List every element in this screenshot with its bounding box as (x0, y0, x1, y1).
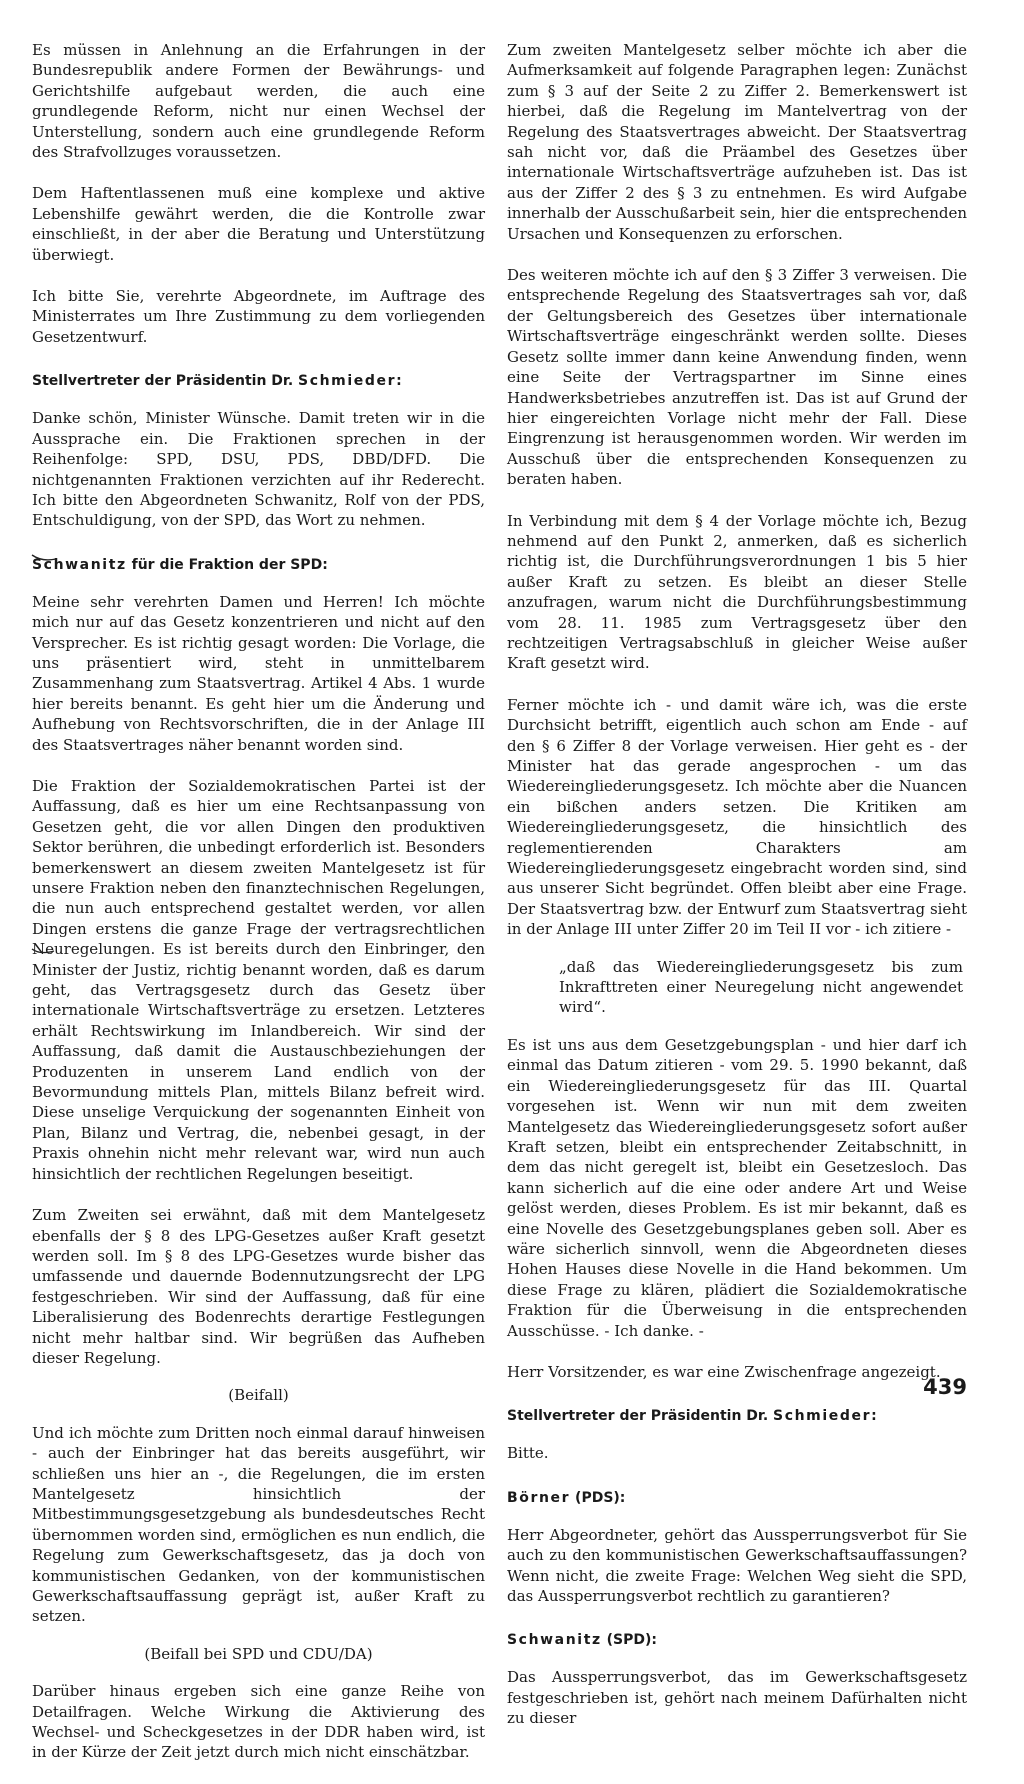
speaker-affiliation: (PDS): (575, 1489, 626, 1506)
paragraph: Es müssen in Anlehnung an die Erfahrungen in der Bundesrepublik andere Formen der Bewährungs- und Gerichtshilfe aufgebaut werden, die auch eine grundlegende Reform, nicht nur einen Wechsel der Unterstellung, sondern auch eine grundlegende Reform des Strafvollzuges voraussetzen. (32, 41, 485, 162)
scan-mark-icon (30, 553, 58, 563)
speaker-name: Schmieder: (773, 1408, 879, 1425)
right-column (507, 40, 967, 1750)
speaker-heading (32, 557, 485, 573)
left-column (32, 40, 485, 1784)
paragraph: Es ist uns aus dem Gesetzgebungsplan - und hier darf ich einmal das Datum zitieren - vom 29. 5. 1990 bekannt, daß ein Wiedereingliederungsgesetz für das III. Quartal vorgesehen ist. Wenn wir nun mit dem zweiten Mantelgesetz das Wiedereingliederungsgesetz sofort außer Kraft setzen, bleibt ein entsprechender Zeitabschnitt, in dem das nicht geregelt ist, bleibt ein Gesetzesloch. Das kann sicherlich auf die eine oder andere Art und Weise gelöst werden, dieses Problem. Es ist mir bekannt, daß es eine Novelle des Gesetzgebungsplanes geben soll. Aber es wäre sicherlich sinnvoll, wenn die Abgeordneten dieses Hohen Hauses diese Novelle in die Hand bekommen. Um diese Frage zu klären, plädiert die Sozialdemokratische Fraktion für die Überweisung in die entsprechenden Ausschüsse. - Ich danke. - (507, 1035, 967, 1340)
scan-mark-icon (30, 946, 58, 956)
paragraph: Ferner möchte ich - und damit wäre ich, was die erste Durchsicht betrifft, eigentlich auch schon am Ende - auf den § 6 Ziffer 8 der Vorlage verweisen. Hier geht es - der Minister hat das gerade angesprochen - um das Wiedereingliederungsgesetz. Ich möchte aber die Nuancen ein bißchen anders setzen. Die Kritiken am Wiedereingliederungsgesetz, die hinsichtlich des reglementierenden Charakters am Wiedereingliederungsgesetz eingebracht worden sind, sind aus unserer Sicht begründet. Offen bleibt aber eine Frage. Der Staatsvertrag bzw. der Entwurf zum Staatsvertrag sieht in der Anlage III unter Ziffer 20 im Teil II vor - ich zitiere - (507, 695, 967, 939)
paragraph: Zum zweiten Mantelgesetz selber möchte ich aber die Aufmerksamkeit auf folgende Paragraphen legen: Zunächst zum § 3 auf der Seite 2 zu Ziffer 2. Bemerkenswert ist hierbei, daß die Regelung im Mantelvertrag von der Regelung des Staatsvertrages abweicht. Der Staatsvertrag sah nicht vor, daß die Präambel des Gesetzes über internationale Wirtschaftsverträge aufzuheben ist. Das ist aus der Ziffer 2 des § 3 zu entnehmen. Es wird Aufgabe innerhalb der Ausschußarbeit sein, hier die entsprechenden Ursachen und Konsequenzen zu erforschen. (507, 41, 967, 243)
speaker-affiliation: (SPD): (606, 1632, 657, 1649)
speaker-name: Börner (507, 1489, 571, 1506)
paragraph: Bitte. (507, 1444, 549, 1463)
paragraph: In Verbindung mit dem § 4 der Vorlage möchte ich, Bezug nehmend auf den Punkt 2, anmerken, daß es sicherlich richtig ist, die Durchführungsverordnungen 1 bis 5 hier außer Kraft zu setzen. Es bleibt an dieser Stelle anzufragen, warum nicht die Durchführungsbestimmung vom 28. 11. 1985 zum Vertragsgesetz über den rechtzeitigen Vertragsabschluß in gleicher Weise außer Kraft gesetzt wird. (507, 511, 967, 673)
paragraph: Meine sehr verehrten Damen und Herren! Ich möchte mich nur auf das Gesetz konzentrieren und nicht auf den Versprecher. Es ist richtig gesagt worden: Die Vorlage, die uns präsentiert wird, steht in unmittelbarem Zusammenhang zum Staatsvertrag. Artikel 4 Abs. 1 wurde hier bereits benannt. Es geht hier um die Änderung und Aufhebung von Rechtsvorschriften, die in der Anlage III des Staatsvertrages näher benannt worden sind. (32, 592, 485, 754)
speaker-heading (32, 373, 485, 389)
paragraph: Das Aussperrungsverbot, das im Gewerkschaftsgesetz festgeschrieben ist, gehört nach meinem Dafürhalten nicht zu dieser (507, 1668, 967, 1728)
paragraph: Darüber hinaus ergeben sich eine ganze Reihe von Detailfragen. Welche Wirkung die Aktivierung des Wechsel- und Scheckgesetzes in der DDR haben wird, ist in der Kürze der Zeit jetzt durch mich nicht einschätzbar. (32, 1682, 485, 1762)
speaker-heading (507, 1408, 967, 1424)
paragraph: Herr Vorsitzender, es war eine Zwischenfrage angezeigt. (507, 1362, 941, 1381)
paragraph: Des weiteren möchte ich auf den § 3 Ziffer 3 verweisen. Die entsprechende Regelung des Staatsvertrages sah vor, daß der Geltungsbereich des Gesetzes über internationale Wirtschaftsverträge eingeschränkt werden sollte. Dieses Gesetz sollte immer dann keine Anwendung finden, wenn eine Seite der Vertragspartner im Sinne eines Handwerksbetriebes anzutreffen ist. Das ist auf Grund der hier eingereichten Vorlage nicht mehr der Fall. Diese Eingrenzung ist herausgenommen worden. Wir werden im Ausschuß über die entsprechenden Konsequenzen zu beraten haben. (507, 266, 967, 489)
paragraph: Danke schön, Minister Wünsche. Damit treten wir in die Aussprache ein. Die Fraktionen sprechen in der Reihenfolge: SPD, DSU, PDS, DBD/DFD. Die nichtgenannten Fraktionen verzichten auf ihr Rederecht. Ich bitte den Abgeordneten Schwanitz, Rolf von der PDS, Entschuldigung, von der SPD, das Wort zu nehmen. (32, 409, 485, 530)
applause-note: (Beifall bei SPD und CDU/DA) (144, 1644, 373, 1663)
quotation: „daß das Wiedereingliederungsgesetz bis zum Inkrafttreten einer Neuregelung nicht angewendet wird“. (559, 957, 963, 1017)
speaker-heading (507, 1490, 967, 1506)
speaker-heading (507, 1632, 967, 1648)
paragraph: Dem Haftentlassenen muß eine komplexe und aktive Lebenshilfe gewährt werden, die die Kontrolle zwar einschließt, in der aber die Beratung und Unterstützung überwiegt. (32, 184, 485, 264)
speaker-title: Stellvertreter der Präsidentin Dr. (507, 1408, 769, 1425)
speaker-name: Schwanitz (32, 556, 127, 573)
page-number: 439 (923, 1375, 967, 1399)
paragraph: Zum Zweiten sei erwähnt, daß mit dem Mantelgesetz ebenfalls der § 8 des LPG-Gesetzes außer Kraft gesetzt werden soll. Im § 8 des LPG-Gesetzes wurde bisher das umfassende und dauernde Bodennutzungsrecht der LPG festgeschrieben. Wir sind der Auffassung, daß für eine Liberalisierung des Bodenrechts derartige Festlegungen nicht mehr haltbar sind. Wir begrüßen das Aufheben dieser Regelung. (32, 1206, 485, 1367)
applause-note: (Beifall) (228, 1386, 289, 1405)
paragraph: Herr Abgeordneter, gehört das Aussperrungsverbot für Sie auch zu den kommunistischen Gewerkschaftsauffassungen? Wenn nicht, die zweite Frage: Welchen Weg sieht die SPD, das Aussperrungsverbot rechtlich zu garantieren? (507, 1525, 967, 1605)
paragraph: Ich bitte Sie, verehrte Abgeordnete, im Auftrage des Ministerrates um Ihre Zustimmung zu dem vorliegenden Gesetzentwurf. (32, 287, 485, 346)
speaker-name: Schwanitz (507, 1632, 602, 1649)
speaker-affiliation: für die Fraktion der SPD: (131, 556, 328, 573)
speaker-title: Stellvertreter der Präsidentin Dr. (32, 373, 294, 390)
paragraph: Und ich möchte zum Dritten noch einmal darauf hinweisen - auch der Einbringer hat das bereits ausgeführt, wir schließen uns hier an -, die Regelungen, die im ersten Mantelgesetz hinsichtlich der Mitbestimmungsgesetzgebung als bundesdeutsches Recht übernommen worden sind, ermöglichen es nun endlich, die Regelung zum Gewerkschaftsgesetz, das ja doch von kommunistischen Gedanken, von der kommunistischen Gewerkschaftsauffassung geprägt ist, außer Kraft zu setzen. (32, 1423, 485, 1626)
speaker-name: Schmieder: (298, 373, 404, 390)
paragraph: Die Fraktion der Sozialdemokratischen Partei ist der Auffassung, daß es hier um eine Rechtsanpassung von Gesetzen geht, die vor allen Dingen den produktiven Sektor berühren, die unbedingt erforderlich ist. Besonders bemerkenswert an diesem zweiten Mantelgesetz ist für unsere Fraktion neben den finanztechnischen Regelungen, die nun auch entsprechend gestaltet werden, vor allen Dingen erstens die ganze Frage der vertragsrechtlichen Neuregelungen. Es ist bereits durch den Einbringer, den Minister der Justiz, richtig benannt worden, daß es darum geht, das Vertragsgesetz durch das Gesetz über internationale Wirtschaftsverträge zu ersetzen. Letzteres erhält Rechtswirkung im Inlandbereich. Wir sind der Auffassung, daß damit die Austauschbeziehungen der Produzenten in unserem Land endlich von der Bevormundung mittels Plan, mittels Bilanz befreit wird. Diese unselige Verquickung der sogenannten Einheit von Plan, Bilanz und Vertrag, die, nebenbei gesagt, in der Praxis ohnehin nicht mehr relevant war, wird nun auch hinsichtlich der rechtlichen Regelungen beseitigt. (32, 776, 485, 1183)
